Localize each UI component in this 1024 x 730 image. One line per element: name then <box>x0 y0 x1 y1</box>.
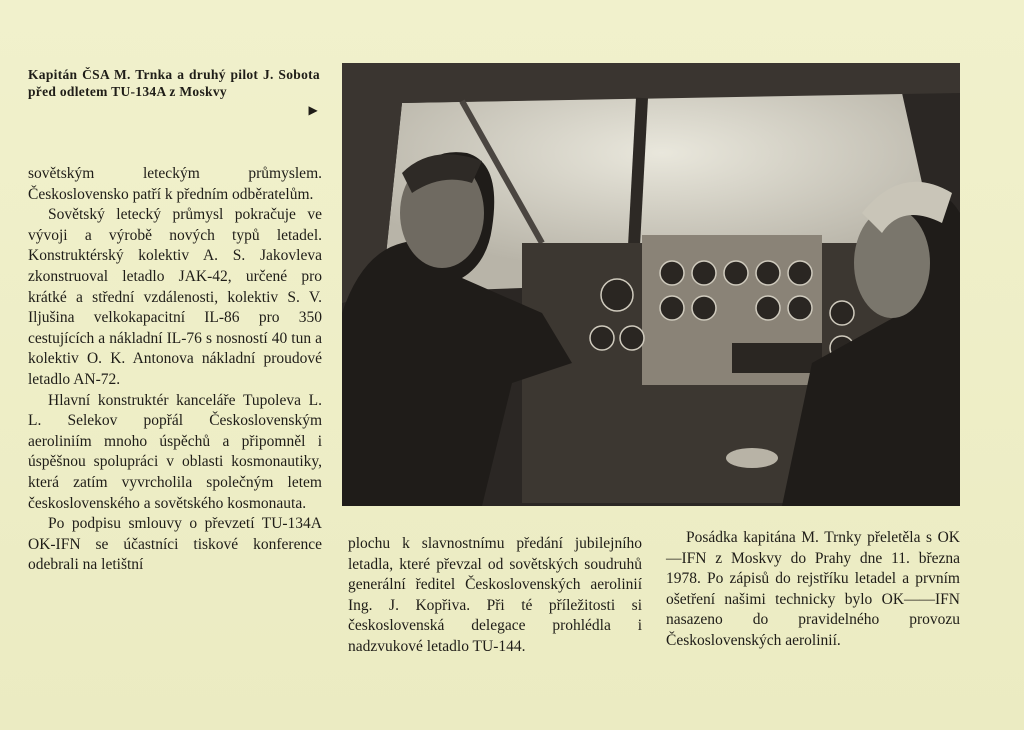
photo-caption <box>28 66 320 117</box>
paragraph: Po podpisu smlouvy o převzetí TU-134A OK-IFN se účastníci tiskové konference odebrali na letištní <box>28 515 322 574</box>
text-column-1 <box>28 164 322 576</box>
arrow-right-icon: ▶ <box>308 103 318 117</box>
paragraph: plochu k slavnostnímu předání jubilejního letadla, které převzal od sovětských soudruhů generální ředitel Československých aerolinií Ing. J. Kopřiva. Při té příležitosti si československá delegace prohlédla i nadzvukové letadlo TU-144. <box>348 535 642 655</box>
paragraph: sovětským leteckým průmyslem. Československo patří k předním odběratelům. <box>28 165 322 203</box>
paragraph: Sovětský letecký průmysl pokračuje ve vývoji a výrobě nových typů letadel. Konstruktérský kolektiv A. S. Jakovleva zkonstruoval letadlo JAK-42, určené pro krátké a střední vzdálenosti, kolektiv S. V. Iljušina velkokapacitní IL-86 pro 350 cestujících a nákladní IL-76 s nosností 40 tun a kolektiv O. K. Antonova nákladní proudové letadlo AN-72. <box>28 206 322 388</box>
cockpit-photo <box>342 63 960 506</box>
text-column-2 <box>348 534 642 658</box>
paragraph: Posádka kapitána M. Trnky přeletěla s OK—IFN z Moskvy do Prahy dne 11. března 1978. Po zápisů do rejstříku letadel a prvním ošetření našimi technicky bylo OK——IFN nasazeno do pravidelného provozu Československých aerolinií. <box>666 529 960 649</box>
text-column-3 <box>666 528 960 652</box>
caption-text: Kapitán ČSA M. Trnka a druhý pilot J. Sobota před odletem TU-134A z Moskvy <box>28 67 320 99</box>
paragraph: Hlavní konstruktér kanceláře Tupoleva L. L. Selekov popřál Československým aeroliniím mnoho úspěchů a připomněl i úspěšnou spolupráci v oblasti kosmonautiky, která zatím vyvrcholila společným letem československého a sovětského kosmonauta. <box>28 391 322 512</box>
